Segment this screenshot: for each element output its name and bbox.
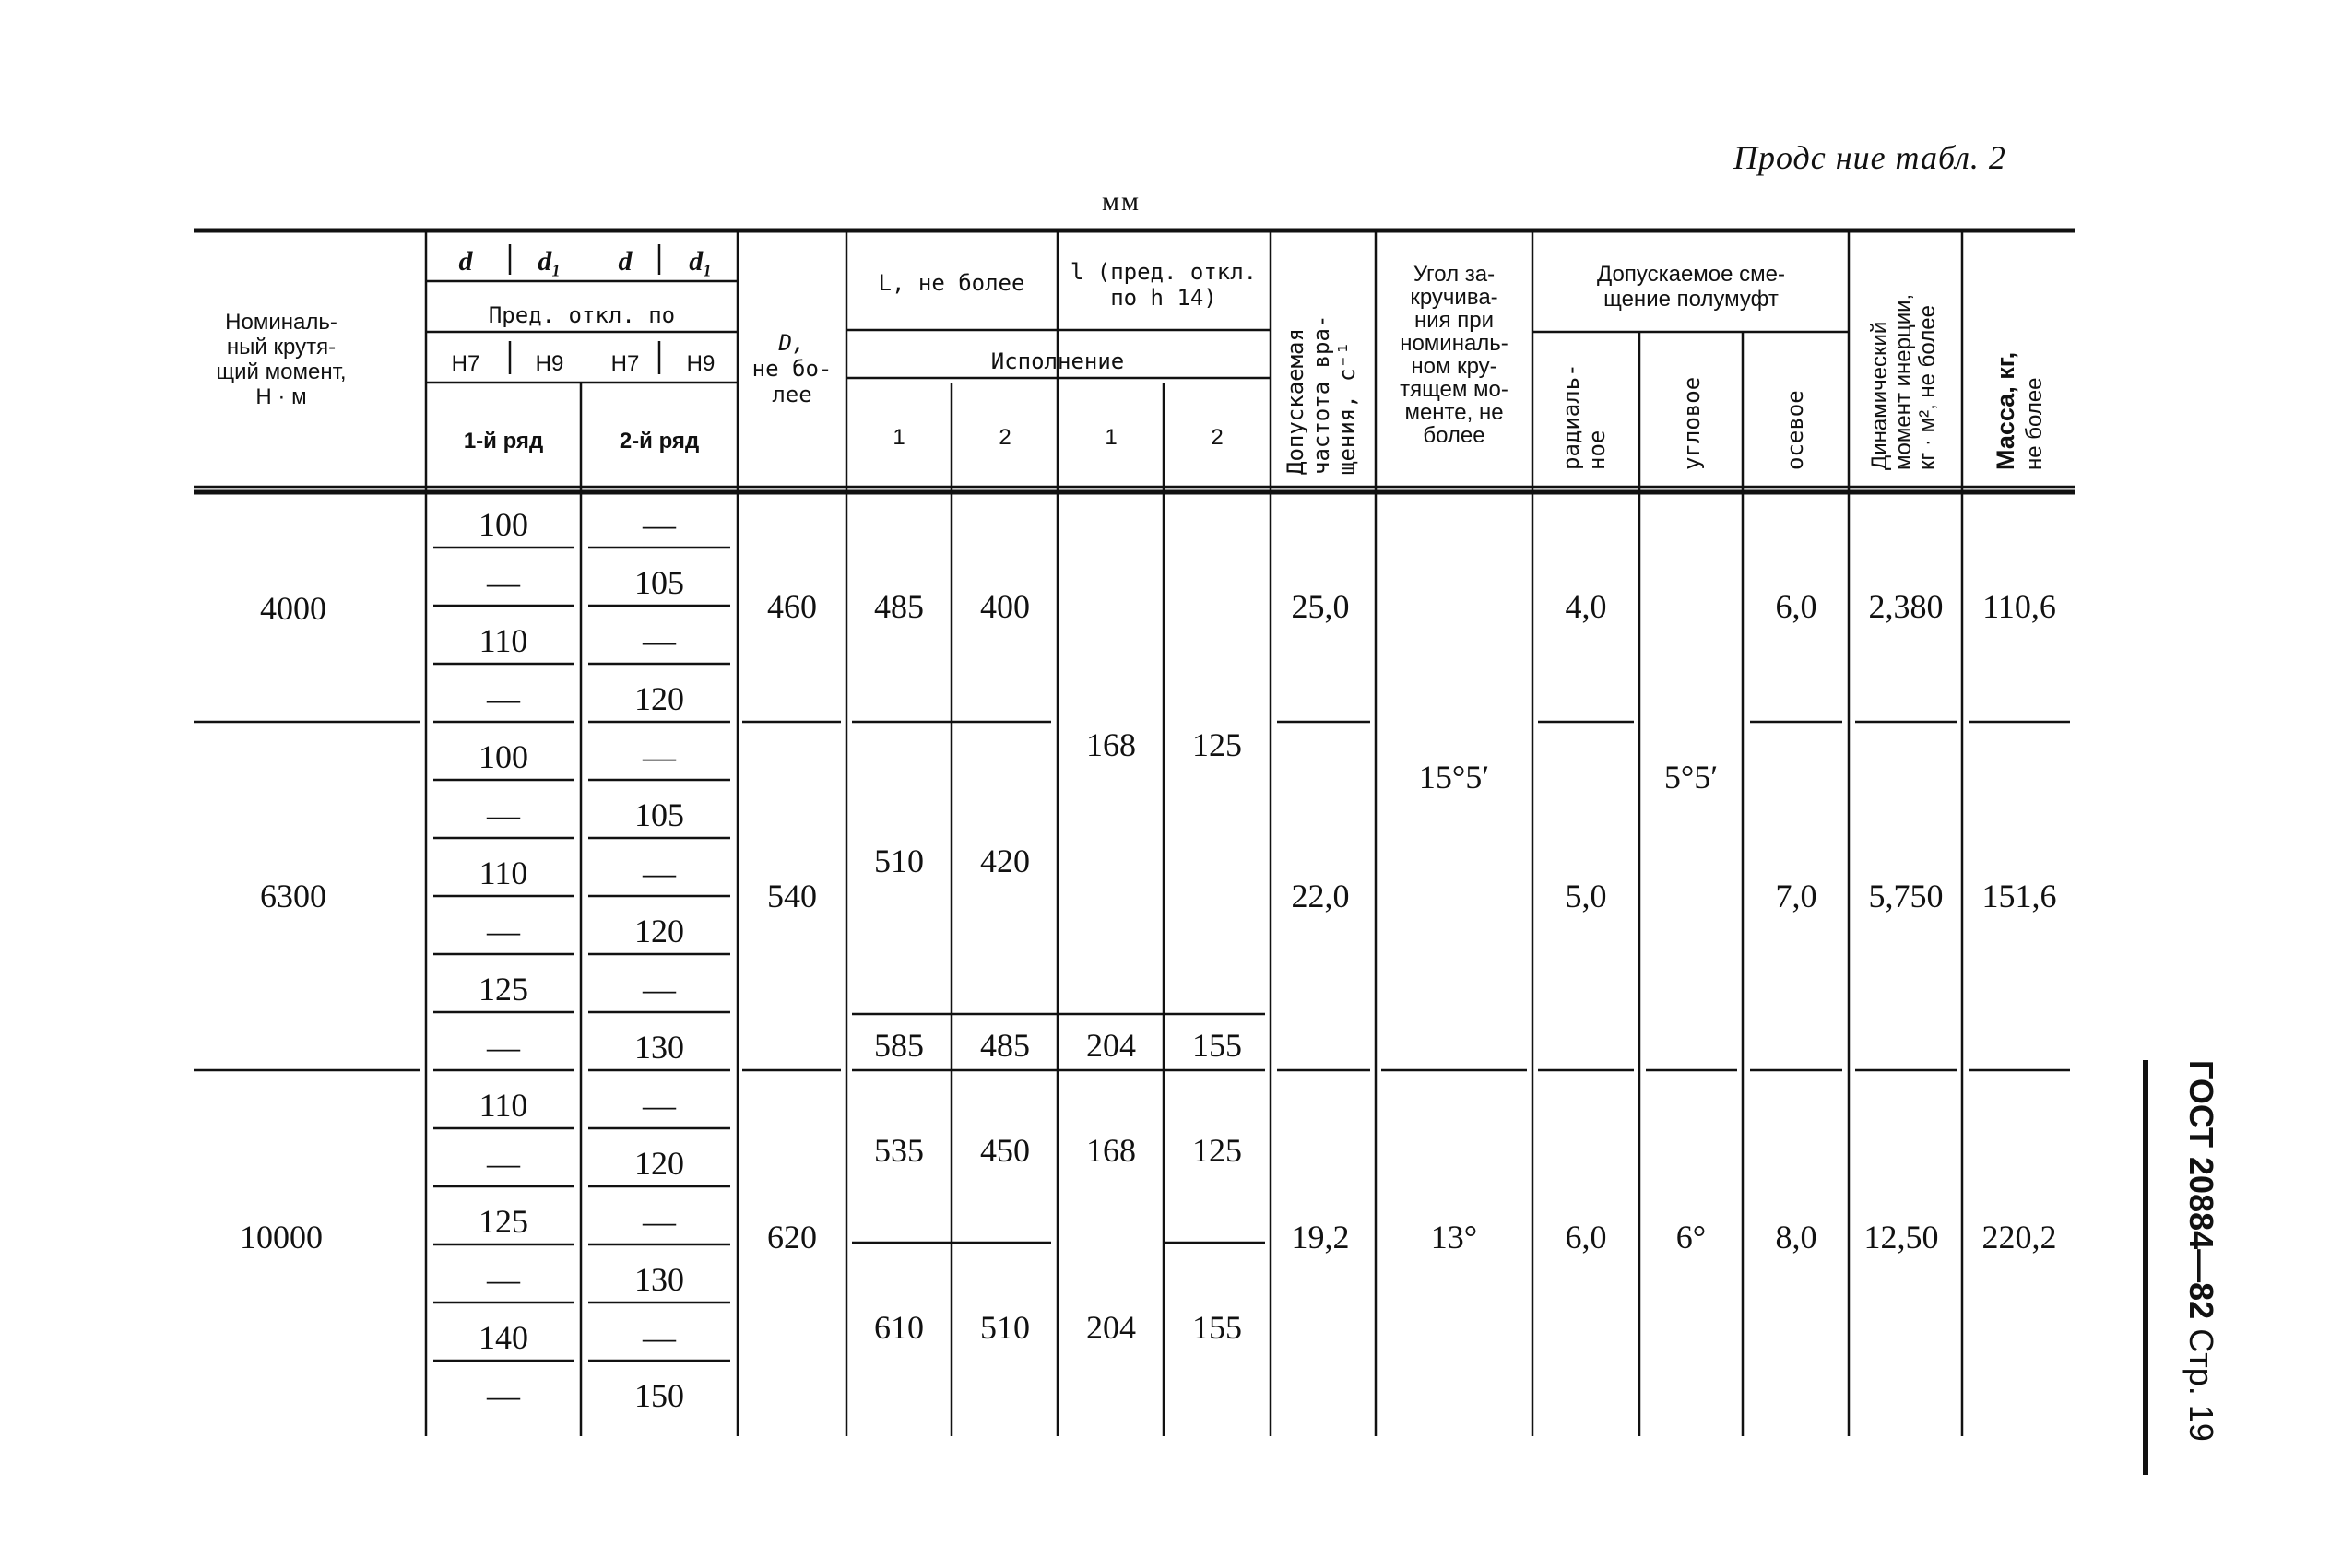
moment-cell: 10000	[240, 1219, 323, 1256]
freq-cell: 22,0	[1291, 878, 1350, 914]
d-cell: —	[643, 971, 676, 1008]
d-cell: 125	[479, 971, 528, 1008]
d-cell: —	[487, 564, 520, 601]
L-cell: 400	[980, 588, 1030, 625]
l-cell: 155	[1192, 1309, 1242, 1346]
L-cell: 585	[874, 1027, 924, 1064]
page-number: Стр. 19	[2182, 1328, 2220, 1442]
header-isp-2a: 2	[999, 425, 1011, 450]
angle-cell: 15°5′	[1418, 759, 1490, 796]
freq-cell: 25,0	[1291, 588, 1350, 625]
header-mass-bold: Масса, кг,	[1992, 351, 2019, 470]
header-pred-otkl: Пред. откл. по	[488, 302, 676, 328]
header-d-2: d	[618, 246, 633, 277]
d-cell: 105	[634, 564, 684, 601]
header-row2: 2-й ряд	[619, 429, 700, 454]
l-cell: 168	[1086, 726, 1136, 763]
mass-cell: 220,2	[1981, 1219, 2057, 1256]
d-cell: 110	[479, 855, 528, 891]
unit-label: мм	[1102, 186, 1141, 217]
header-angle-8: более	[1423, 423, 1485, 448]
header-mass-rest: не более	[2022, 377, 2047, 470]
header-freq-line2: частота вра-	[1308, 314, 1334, 475]
d-cell: —	[643, 506, 676, 543]
d-cell: —	[487, 1029, 520, 1066]
d-cell: —	[487, 680, 520, 717]
d-cell: —	[643, 1319, 676, 1356]
d-cell: —	[643, 855, 676, 891]
header-inertia-line3: кг · м², не более	[1915, 305, 1940, 470]
L-cell: 420	[980, 843, 1030, 879]
table-body	[240, 506, 2057, 1414]
d-cell: 100	[479, 738, 528, 775]
inertia-cell: 2,380	[1868, 588, 1944, 625]
header-angle-5: ном кру-	[1411, 354, 1497, 379]
d-cell: 130	[634, 1029, 684, 1066]
d-cell: 140	[479, 1319, 528, 1356]
header-inertia-line1: Динамический	[1867, 321, 1892, 470]
header-radial-line1: радиаль-	[1558, 363, 1584, 470]
radial-cell: 5,0	[1565, 878, 1607, 914]
table-row	[260, 506, 2056, 717]
d-cell: —	[487, 1145, 520, 1182]
D-cell: 540	[767, 878, 817, 914]
angular-cell: 5°5′	[1663, 759, 1719, 796]
header-offset-line2: щение полумуфт	[1603, 287, 1779, 312]
header-moment-line3: щий момент,	[216, 360, 347, 384]
l-cell: 204	[1086, 1309, 1136, 1346]
d-cell: 120	[634, 680, 684, 717]
header-l-line1: l (пред. откл.	[1070, 259, 1258, 285]
d-cell: 130	[634, 1261, 684, 1298]
d-cell: —	[643, 622, 676, 659]
mass-cell: 110,6	[1982, 588, 2056, 625]
header-h7-1: H7	[451, 351, 480, 376]
d-cell: —	[487, 1377, 520, 1414]
d-cell: —	[487, 1261, 520, 1298]
L-cell: 485	[874, 588, 924, 625]
header-angle-1: Угол за-	[1413, 262, 1496, 287]
d-cell: 100	[479, 506, 528, 543]
mass-cell: 151,6	[1981, 878, 2057, 914]
header-angle-2: кручива-	[1410, 285, 1498, 310]
header-ispolnenie: Исполнение	[990, 348, 1125, 374]
header-axial: осевое	[1782, 390, 1808, 470]
moment-cell: 4000	[260, 590, 326, 627]
radial-cell: 4,0	[1565, 588, 1607, 625]
d-cell: 110	[479, 622, 528, 659]
axial-cell: 6,0	[1775, 588, 1817, 625]
header-D-line1: D,	[778, 330, 806, 356]
header-angle-4: номиналь-	[1400, 331, 1508, 356]
moment-cell: 6300	[260, 878, 326, 914]
header-angular: угловое	[1679, 376, 1705, 470]
header-inertia-line2: момент инерции,	[1891, 293, 1916, 470]
radial-cell: 6,0	[1565, 1219, 1607, 1256]
header-row1: 1-й ряд	[463, 429, 544, 454]
d-cell: 120	[634, 913, 684, 949]
d-cell: —	[643, 1087, 676, 1124]
L-cell: 510	[980, 1309, 1030, 1346]
d-cell: 120	[634, 1145, 684, 1182]
l-cell: 155	[1192, 1027, 1242, 1064]
d-cell: 125	[479, 1203, 528, 1240]
header-radial-line2: ное	[1584, 430, 1610, 470]
header-d-1: d	[458, 246, 473, 277]
axial-cell: 8,0	[1775, 1219, 1817, 1256]
header-angle-6: тящем мо-	[1400, 377, 1508, 402]
d-cell: 110	[479, 1087, 528, 1124]
header-D-line3: лее	[772, 382, 812, 407]
d-cell: —	[643, 1203, 676, 1240]
l-cell: 168	[1086, 1132, 1136, 1169]
L-cell: 485	[980, 1027, 1030, 1064]
d-cell: 105	[634, 796, 684, 833]
D-cell: 460	[767, 588, 817, 625]
table-row	[260, 738, 2057, 1066]
header-moment-line4: Н · м	[255, 384, 307, 409]
header-isp-2b: 2	[1211, 425, 1224, 450]
inertia-cell: 12,50	[1863, 1219, 1939, 1256]
table-caption: Продс ние табл. 2	[1733, 139, 2006, 176]
angular-cell: 6°	[1675, 1219, 1707, 1256]
header-freq-line1: Допускаемая	[1283, 328, 1308, 475]
header-D-line2: не бо-	[751, 356, 833, 382]
table-row	[240, 1087, 2057, 1414]
header-L: L, не более	[878, 270, 1025, 296]
L-cell: 610	[874, 1309, 924, 1346]
header-moment-line2: ный крутя-	[226, 335, 337, 360]
d-cell: 150	[634, 1377, 684, 1414]
axial-cell: 7,0	[1775, 878, 1817, 914]
L-cell: 450	[980, 1132, 1030, 1169]
header-offset-line1: Допускаемое сме-	[1596, 262, 1786, 287]
header-h9-1: H9	[535, 351, 564, 376]
l-cell: 125	[1192, 1132, 1242, 1169]
D-cell: 620	[767, 1219, 817, 1256]
d-cell: —	[643, 738, 676, 775]
header-angle-7: менте, не	[1404, 400, 1504, 425]
header-moment-line1: Номиналь-	[225, 310, 337, 335]
l-cell: 204	[1086, 1027, 1136, 1064]
header-l-line2: по h 14)	[1110, 285, 1217, 311]
header-h9-2: H9	[686, 351, 716, 376]
header-h7-2: H7	[610, 351, 640, 376]
header-isp-1a: 1	[893, 425, 905, 450]
header-freq-line3: щения, с⁻¹	[1334, 341, 1360, 475]
header-isp-1b: 1	[1105, 425, 1118, 450]
standard-number: ГОСТ 20884—82	[2182, 1060, 2220, 1320]
angle-cell: 13°	[1430, 1219, 1478, 1256]
d-cell: —	[487, 913, 520, 949]
L-cell: 510	[874, 843, 924, 879]
L-cell: 535	[874, 1132, 924, 1169]
l-cell: 125	[1192, 726, 1242, 763]
header-d1-2: d₁	[689, 246, 713, 277]
inertia-cell: 5,750	[1868, 878, 1944, 914]
header-d1-1: d₁	[538, 246, 562, 277]
header-angle-3: ния при	[1413, 308, 1495, 333]
freq-cell: 19,2	[1291, 1219, 1350, 1256]
d-cell: —	[487, 796, 520, 833]
